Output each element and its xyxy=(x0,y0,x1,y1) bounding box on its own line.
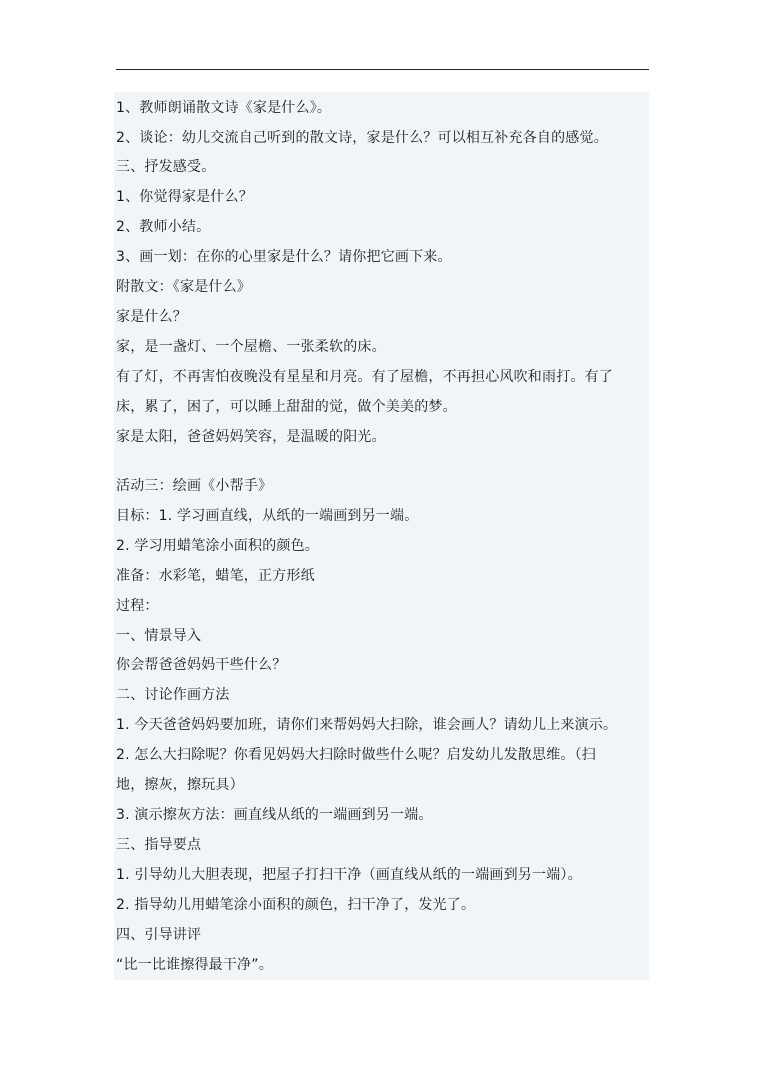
text-line-8: 家是什么？ xyxy=(116,309,187,325)
text-line-16: 准备：水彩笔，蜡笔，正方形纸 xyxy=(116,568,315,584)
text-line-10: 有了灯，不再害怕夜晚没有星星和月亮。有了屋檐，不再担心风吹和雨打。有了 xyxy=(116,369,613,385)
text-line-3: 三、抒发感受。 xyxy=(116,159,216,175)
text-line-17: 过程： xyxy=(116,598,159,614)
text-line-14: 目标：1. 学习画直线，从纸的一端画到另一端。 xyxy=(116,508,419,524)
text-line-21: 1. 今天爸爸妈妈要加班，请你们来帮妈妈大扫除，谁会画人？请幼儿上来演示。 xyxy=(116,717,618,733)
text-line-11: 床，累了，困了，可以睡上甜甜的觉，做个美美的梦。 xyxy=(116,399,457,415)
header-rule xyxy=(116,69,649,70)
text-line-15: 2. 学习用蜡笔涂小面积的颜色。 xyxy=(116,538,320,554)
text-line-25: 三、指导要点 xyxy=(116,837,202,853)
text-line-27: 2. 指导幼儿用蜡笔涂小面积的颜色，扫干净了，发光了。 xyxy=(116,897,476,913)
text-line-12: 家是太阳，爸爸妈妈笑容，是温暖的阳光。 xyxy=(116,429,386,445)
text-line-19: 你会帮爸爸妈妈干些什么？ xyxy=(116,657,287,673)
text-line-2: 2、谈论：幼儿交流自己听到的散文诗，家是什么？可以相互补充各自的感觉。 xyxy=(116,130,608,146)
text-line-6: 3、画一划：在你的心里家是什么？请你把它画下来。 xyxy=(116,249,452,265)
text-line-5: 2、教师小结。 xyxy=(116,219,211,235)
text-line-28: 四、引导讲评 xyxy=(116,927,202,943)
text-line-7: 附散文：《家是什么》 xyxy=(116,279,251,295)
text-line-9: 家，是一盏灯、一个屋檐、一张柔软的床。 xyxy=(116,339,386,355)
text-line-18: 一、情景导入 xyxy=(116,628,202,644)
text-line-22: 2. 怎么大扫除呢？你看见妈妈大扫除时做些什么呢？启发幼儿发散思维。（扫 xyxy=(116,747,597,763)
text-line-1: 1、教师朗诵散文诗《家是什么》。 xyxy=(116,100,332,116)
text-line-29: “比一比谁擦得最干净”。 xyxy=(116,957,273,973)
text-line-4: 1、你觉得家是什么？ xyxy=(116,189,253,205)
text-line-26: 1. 引导幼儿大胆表现，把屋子打扫干净（画直线从纸的一端画到另一端）。 xyxy=(116,867,582,883)
text-line-13: 活动三：绘画《小帮手》 xyxy=(116,478,273,494)
text-line-23: 地，擦灰，擦玩具） xyxy=(116,777,244,793)
text-line-20: 二、讨论作画方法 xyxy=(116,687,230,703)
text-line-24: 3. 演示擦灰方法：画直线从纸的一端画到另一端。 xyxy=(116,807,433,823)
